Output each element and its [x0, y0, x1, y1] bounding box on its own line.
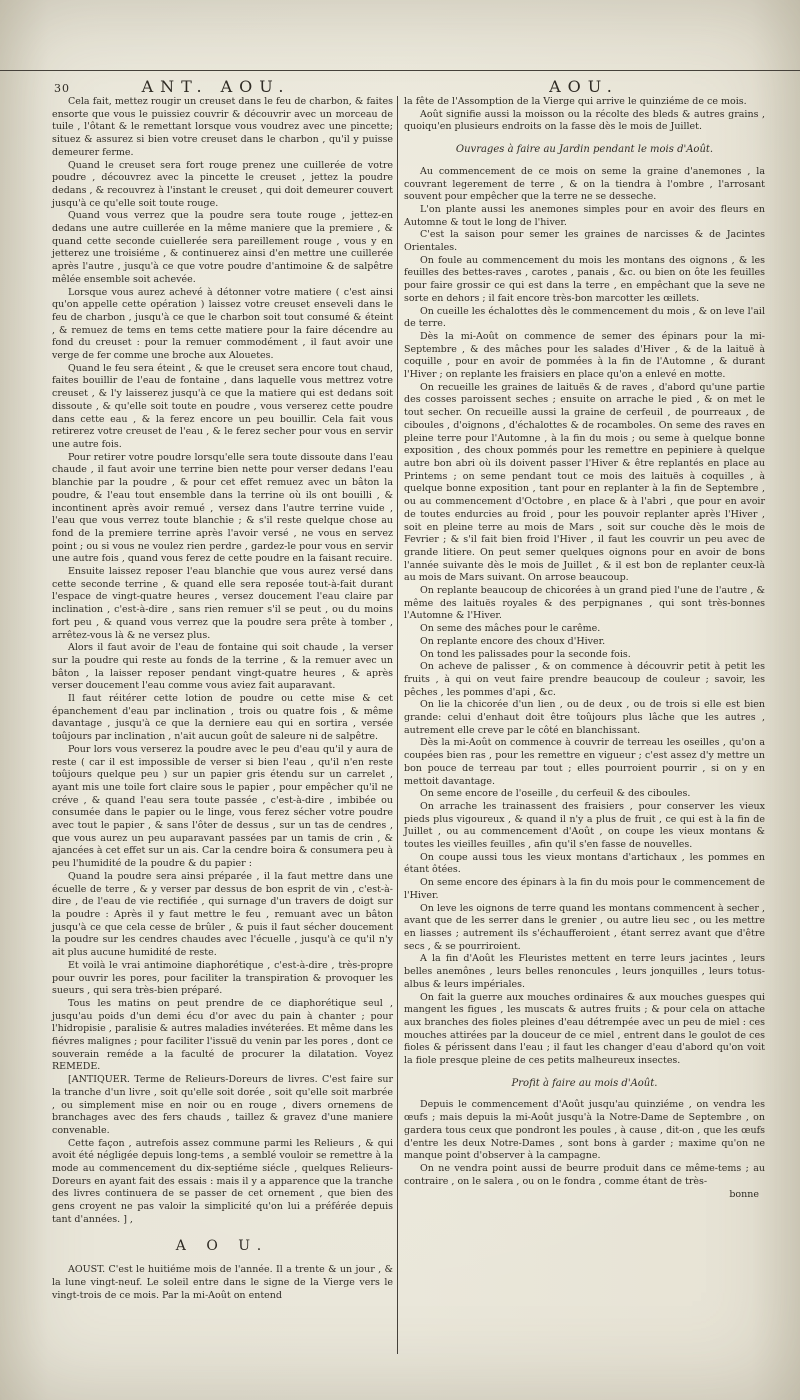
paragraph: On seme des mâches pour le carême.	[420, 623, 601, 635]
paragraph: Alors il faut avoir de l'eau de fontaine qui soit chaude , la verser sur la poudre qui reste au fonds de la terrine , & la remuer avec un bâton , la laisser reposer pendant vingt-quatre heures , & après verser doucement l'eau comme vous aviez fait auparavant.	[52, 642, 393, 692]
paragraph: On recueille les graines de laituës & de raves , d'abord qu'une partie des cosses paroissent seches ; ensuite on arrache le pied , & on met le tout secher. On recueille aussi la graine de cerfeuil , de pourreaux , de ciboules , d'oignons , d'échalottes & de rocamboles. On seme des raves en pleine terre pour l'Automne , à la fin du mois ; ou seme à quelque bonne exposition , des choux pommés pour les remettre en pepiniere à quelque autre bon abri où ils doivent passer l'Hiver & être replantés en place au Printems ; on seme pendant tout ce mois des laituës à coquilles , à quelque bonne exposition , tant pour en replanter à la fin de Septembre , ou au commencement d'Octobre , en place & à l'abri , que pour en avoir de toutes endurcies au froid , pour les pouvoir replanter après l'Hiver , soit en pleine terre au mois de Mars , soit sur couche dès le mois de Fevrier ; & s'il fait bien froid l'Hiver , il faut les couvrir un peu avec de grande litiere. On peut semer quelques oignons pour en avoir de bons l'année suivante dès le mois de Juillet , & il est bon de replanter ceux-là au mois de Mars suivant. On arrose beaucoup.	[404, 381, 765, 584]
paragraph: A la fin d'Août les Fleuristes mettent en terre leurs jacintes , leurs belles anemônes , leurs belles renoncules , leurs jonquilles , leurs totus-albus & leurs impériales.	[404, 953, 765, 990]
paragraph: On replante beaucoup de chicorées à un grand pied l'une de l'autre , & même des laituës royales & des perpignanes , qui sont très-bonnes l'Automne & l'Hiver.	[404, 585, 765, 622]
paragraph: On seme encore de l'oseille , du cerfeuil & des ciboules.	[420, 788, 691, 800]
paragraph: Tous les matins on peut prendre de ce diaphorétique seul , jusqu'au poids d'un demi écu d'or avec du pain à chanter ; pour l'hidropisie , paralisie & autres maladies invéterées. Et même dans les fiévres malignes ; pour faciliter l'issuë du venin par les pores , dont ce souverain reméde a la faculté de procurer la dilatation. Voyez REMEDE.	[52, 997, 393, 1073]
paragraph: On seme encore des épinars à la fin du mois pour le commencement de l'Hiver.	[404, 877, 765, 901]
top-rule	[0, 70, 800, 71]
paragraph: Dès la mi-Août on commence de semer des épinars pour la mi-Septembre , & des mâches pour les salades d'Hiver , & de la laituë à coquille , pour en avoir de pommées à la fin de l'Automne , & durant l'Hiver ; on replante les fraisiers en place qu'on a enlevé en motte.	[404, 330, 765, 381]
paragraph: On ne vendra point aussi de beurre produit dans ce même-tems ; au contraire , on le salera , ou on le fondra , comme étant de très-	[404, 1162, 765, 1187]
paragraph: Dès la mi-Août on commence à couvrir de terreau les oseilles , qu'on a coupées bien ras , pour les remettre en vigueur ; c'est assez d'y mettre un bon pouce de terreau par tout ; elles pourroient pourrir , si on y en mettoit davantage.	[404, 737, 765, 787]
paragraph: On coupe aussi tous les vieux montans d'artichaux , les pommes en étant ôtées.	[404, 851, 765, 876]
catchword: bonne	[729, 1189, 759, 1201]
running-head-right: AOU.	[549, 77, 619, 96]
paragraph: Depuis le commencement d'Août jusqu'au quinziéme , on vendra les œufs ; mais depuis la mi-Août jusqu'à la Notre-Dame de Septembre , on gardera tous ceux que pondront les poules , à cause , dit-on , que les œufs d'entre les deux Notre-Dames , sont bons à garder ; maxime qu'on ne manque point d'observer à la campagne.	[404, 1099, 765, 1162]
paragraph: On acheve de palisser , & on commence à découvrir petit à petit les fruits , à qui on veut faire prendre beaucoup de couleur ; savoir, les pêches , les pommes d'api , &c.	[404, 661, 765, 698]
column-divider	[397, 96, 398, 1354]
paragraph: Et voilà le vrai antimoine diaphorétique , c'est-à-dire , très-propre pour ouvrir les pores, pour faciliter la transpiration & provoquer les sueurs , qui sera très-bien préparé.	[52, 959, 393, 997]
paragraph: la fête de l'Assomption de la Vierge qui arrive le quinziéme de ce mois.	[404, 96, 747, 107]
paragraph: Quand vous verrez que la poudre sera toute rouge , jettez-en dedans une autre cuillerée en la même maniere que la premiere , & quand cette seconde cuiellerée sera pareillement rouge , vous y en jetterez une troisiéme , & continuerez ainsi d'en mettre une cuillerée après l'autre , jusqu'à ce que votre poudre d'antimoine & de salpêtre mêlée ensemble soit achevée.	[52, 210, 393, 285]
paragraph: On arrache les trainassent des fraisiers , pour conserver les vieux pieds plus vigoureux , & quand il n'y a plus de fruit , ce qui est à la fin de Juillet , ou au commencement d'Août , on coupe les vieux montans & toutes les vieilles feuilles , afin qu'il s'en fasse de nouvelles.	[404, 800, 765, 851]
article-subheading: Profit à faire au mois d'Août.	[511, 1077, 658, 1089]
paragraph: On leve les oignons de terre quand les montans commencent à secher , avant que de les serrer dans le grenier , ou autre lieu sec , ou les mettre en liasses ; autrement ils s'échaufferoient , étant serrez avant que d'être secs , & se pourriroient.	[404, 902, 765, 952]
paragraph: On foule au commencement du mois les montans des oignons , & les feuilles des bettes-raves , carotes , panais , &c. ou bien on ôte les feuilles pour faire grossir ce qui est dans la terre , en empêchant que la seve ne sorte en dehors ; il fait encore très-bon marcotter les œillets.	[404, 254, 765, 304]
paragraph: On fait la guerre aux mouches ordinaires & aux mouches guespes qui mangent les figues , les muscats & autres fruits ; & pour cela on attache aux branches des fioles pleines d'eau détrempée avec un peu de miel : ces mouches attirées par la douceur de ce miel , entrent dans le goulot de ces fioles & périssent dans l'eau ; il faut les changer d'eau d'abord qu'on voit la fiole presque pleine de ces petits malheureux insectes.	[404, 991, 765, 1067]
paragraph: Quand le feu sera éteint , & que le creuset sera encore tout chaud, faites bouillir de l'eau de fontaine , dans laquelle vous mettrez votre creuset , & l'y laisserez jusqu'à ce que la matiere qui est dedans soit dissoute , & qu'elle soit toute en poudre , vous verserez cette poudre dans cette eau , & la ferez encore un peu bouillir. Cela fait vous retirerez votre creuset de l'eau , & le ferez secher pour vous en servir une autre fois.	[52, 362, 393, 450]
paragraph: Il faut réitérer cette lotion de poudre ou cette mise & cet épanchement d'eau par inclination , trois ou quatre fois , & même davantage , jusqu'à ce que la derniere eau qui en sortira , versée toûjours par inclination , n'ait aucun goût de saleure ni de salpêtre.	[52, 693, 393, 743]
paragraph: On cueille les échalottes dès le commencement du mois , & on leve l'ail de terre.	[404, 305, 765, 330]
section-heading: A O U.	[175, 1237, 270, 1254]
paragraph: AOUST. C'est le huitiéme mois de l'année. Il a trente & un jour , & la lune vingt-neuf. Le soleil entre dans le signe de la Vierge vers le vingt-trois de ce mois. Par la mi-Août on entend	[52, 1264, 393, 1301]
right-column	[404, 96, 765, 1202]
left-column	[52, 96, 393, 1302]
paragraph: Août signifie aussi la moisson ou la récolte des bleds & autres grains , quoiqu'en plusieurs endroits on la fasse dès le mois de Juillet.	[404, 108, 765, 133]
paragraph: On replante encore des choux d'Hiver.	[420, 635, 606, 647]
paragraph: Quand le creuset sera fort rouge prenez une cuillerée de votre poudre , découvrez avec la pincette le creuset , jettez la poudre dedans , & recouvrez à l'instant le creuset , qui doit demeurer couvert jusqu'à ce qu'elle soit toute rouge.	[52, 159, 393, 209]
paragraph: Ensuite laissez reposer l'eau blanchie que vous aurez versé dans cette seconde terrine , & quand elle sera reposée tout-à-fait durant l'espace de vingt-quatre heures , versez doucement l'eau claire par inclination , c'est-à-dire , sans rien remuer s'il se peut , ou du moins fort peu , & quand vous verrez que la poudre sera prête à tomber , arrêtez-vous là & ne versez plus.	[52, 566, 393, 641]
paragraph: Au commencement de ce mois on seme la graine d'anemones , la couvrant legerement de terre , & on la tiendra à l'ombre , l'arrosant souvent pour empêcher que la terre ne se desseche.	[404, 165, 765, 203]
paragraph: On lie la chicorée d'un lien , ou de deux , ou de trois si elle est bien grande: celui d'enhaut doit être toûjours plus lâche que les autres , autrement elle creve par le côté en blanchissant.	[404, 699, 765, 736]
paragraph: L'on plante aussi les anemones simples pour en avoir des fleurs en Automne & tout le long de l'hiver.	[404, 203, 765, 228]
paragraph: Lorsque vous aurez achevé à détonner votre matiere ( c'est ainsi qu'on appelle cette opération ) laissez votre creuset enseveli dans le feu de charbon , jusqu'à ce que le charbon soit tout consumé & éteint , & remuez de tems en tems cette matiere pour la faire décendre au fond du creuset : pour la remuer commodément , il faut avoir une verge de fer comme une broche aux Alouetes.	[52, 286, 393, 362]
paragraph: Cela fait, mettez rougir un creuset dans le feu de charbon, & faites ensorte que vous le puissiez couvrir & découvrir avec un morceau de tuile , l'ôtant & le remettant lorsque vous voudrez avec une pincette; situez & assurez si bien votre creuset dans le charbon , qu'il y puisse demeurer ferme.	[52, 96, 393, 158]
paragraph: On tond les palissades pour la seconde fois.	[420, 648, 631, 660]
paragraph: Pour lors vous verserez la poudre avec le peu d'eau qu'il y aura de reste ( car il est impossible de verser si bien l'eau , qu'il n'en reste toûjours quelque peu ) sur un papier gris étendu sur un carrelet , ayant mis une toile fort claire sous le papier , pour empêcher qu'il ne créve , & quand l'eau sera toute passée , c'est-à-dire , imbibée ou consumée dans le papier ou le linge, vous ferez sécher votre poudre avec tout le papier , & sans l'ôter de dessus , sur un tas de cendres , que vous aurez un peu auparavant passées par un tamis de crin , & ajancées à cet effet sur un ais. Car la cendre boira & consumera peu à peu l'humidité de la poudre & du papier :	[52, 743, 393, 870]
paragraph: Pour retirer votre poudre lorsqu'elle sera toute dissoute dans l'eau chaude , il faut avoir une terrine bien nette pour verser dedans l'eau blanchie par la poudre , & pour cet effet remuez avec un bâton la poudre, & l'eau tout ensemble dans la terrine où ils ont bouilli , & incontinent après avoir remué , versez dans l'autre terrine vuide , l'eau que vous verrez toute blanchie ; & s'il reste quelque chose au fond de la premiere terrine après l'avoir versé , ne vous en servez point ; ou si vous ne voulez rien perdre , gardez-le pour vous en servir une autre fois , quand vous ferez de cette poudre en la faisant recuire.	[52, 451, 393, 565]
paragraph: Cette façon , autrefois assez commune parmi les Relieurs , & qui avoit été négligée depuis long-tems , a semblé vouloir se remettre à la mode au commencement du dix-septiéme siécle , quelques Relieurs-Doreurs en ayant fait des essais : mais il y a apparence que la tranche des livres continuera de se passer de cet ornement , que bien des gens croyent ne pas valoir la simplicité qu'on lui a préférée depuis tant d'années. ] ,	[52, 1137, 393, 1225]
paragraph: [ANTIQUER. Terme de Relieurs-Doreurs de livres. C'est faire sur la tranche d'un livre , soit qu'elle soit dorée , soit qu'elle soit marbrée , ou simplement mise en noir ou en rouge , divers ornemens de branchages avec des fers chauds , taillez & gravez d'une maniere convenable.	[52, 1074, 393, 1136]
running-head-left: ANT. AOU.	[141, 77, 291, 96]
paragraph: Quand la poudre sera ainsi préparée , il la faut mettre dans une écuelle de terre , & y verser par dessus de bon esprit de vin , c'est-à-dire , de l'eau de vie rectifiée , qui surnage d'un travers de doigt sur la poudre : Après il y faut mettre le feu , remuant avec un bâton jusqu'à ce que cela cesse de brûler , & puis il faut sécher doucement la poudre sur les cendres chaudes avec l'écuelle , jusqu'à ce qu'il n'y ait plus aucune humidité de reste.	[52, 870, 393, 959]
article-subheading: Ouvrages à faire au Jardin pendant le mois d'Août.	[455, 144, 714, 156]
paragraph: C'est la saison pour semer les graines de narcisses & de Jacintes Orientales.	[404, 229, 765, 254]
page-number: 30	[54, 82, 70, 95]
